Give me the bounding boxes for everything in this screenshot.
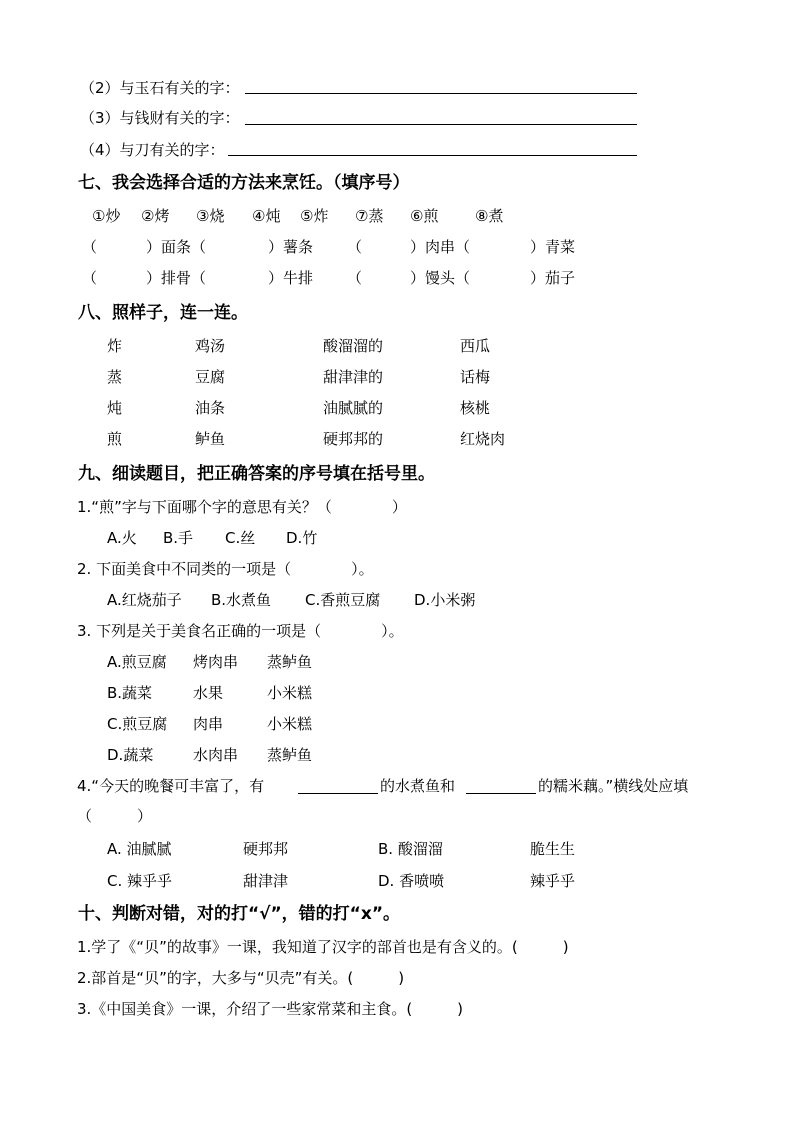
blank-open[interactable]: （ — [347, 238, 363, 256]
q3-option-a-item: 蒸鲈鱼 — [267, 653, 313, 671]
q4-option-c-word: 甜津津 — [243, 872, 289, 890]
section-7-heading: 七、我会选择合适的方法来烹饪。（填序号） — [78, 173, 410, 193]
match-item[interactable]: 西瓜 — [460, 337, 491, 355]
match-item[interactable]: 鲈鱼 — [195, 430, 226, 448]
question-4-part1: 4.“今天的晚餐可丰富了，有 — [77, 777, 265, 795]
question-2: 2. 下面美食中不同类的一项是（ ）。 — [77, 560, 374, 578]
q4-blank-1[interactable] — [298, 793, 378, 794]
q4-blank-2[interactable] — [466, 793, 536, 794]
q3-option-b-item: 小米糕 — [267, 684, 313, 702]
q3-option-d-item: 水肉串 — [193, 746, 239, 764]
q4-option-b[interactable]: B. 酸溜溜 — [378, 840, 443, 858]
q3-option-b-item: 水果 — [193, 684, 224, 702]
cooking-option: ⑥煎 — [410, 207, 439, 225]
question-4-part2: 的水煮鱼和 — [380, 777, 456, 795]
q3-option-d[interactable]: D.蔬菜 — [107, 746, 154, 764]
match-item[interactable]: 豆腐 — [195, 368, 226, 386]
q3-option-a-item: 烤肉串 — [193, 653, 239, 671]
blank-fries: ）薯条 — [268, 238, 314, 256]
judge-item-2[interactable]: 2.部首是“贝”的字，大多与“贝壳”有关。( ) — [77, 969, 405, 987]
cooking-option: ①炒 — [92, 207, 121, 225]
answer-line-money[interactable] — [245, 124, 637, 125]
q3-option-b[interactable]: B.蔬菜 — [107, 684, 153, 702]
blank-open[interactable]: （ — [347, 269, 363, 287]
blank-greens: ）青菜 — [530, 238, 576, 256]
question-3: 3. 下列是关于美食名正确的一项是（ ）。 — [77, 622, 404, 640]
q4-option-b-word: 脆生生 — [530, 840, 576, 858]
q3-option-d-item: 蒸鲈鱼 — [267, 746, 313, 764]
match-item[interactable]: 油腻腻的 — [323, 399, 384, 417]
match-item[interactable]: 甜津津的 — [323, 368, 384, 386]
cooking-option: ④炖 — [252, 207, 281, 225]
question-1: 1.“煎”字与下面哪个字的意思有关？（ ） — [77, 498, 407, 516]
q1-option[interactable]: B.手 — [163, 529, 194, 547]
q3-option-c-item: 小米糕 — [267, 715, 313, 733]
match-item[interactable]: 核桃 — [460, 399, 491, 417]
answer-line-knife[interactable] — [228, 155, 637, 156]
answer-line-jade[interactable] — [245, 93, 637, 94]
cooking-option: ⑧煮 — [475, 207, 504, 225]
match-item[interactable]: 炖 — [107, 399, 123, 417]
match-item[interactable]: 话梅 — [460, 368, 491, 386]
q4-option-d[interactable]: D. 香喷喷 — [378, 872, 445, 890]
q3-option-c-item: 肉串 — [193, 715, 224, 733]
q3-option-c[interactable]: C.煎豆腐 — [107, 715, 168, 733]
q2-option[interactable]: D.小米粥 — [414, 591, 476, 609]
match-item[interactable]: 红烧肉 — [460, 430, 506, 448]
q4-option-d-word: 辣乎乎 — [530, 872, 576, 890]
blank-kebab[interactable]: ）肉串（ — [410, 238, 471, 256]
blank-open[interactable]: （ — [82, 238, 98, 256]
match-item[interactable]: 煎 — [107, 430, 123, 448]
q1-option[interactable]: D.竹 — [286, 529, 318, 547]
match-item[interactable]: 油条 — [195, 399, 226, 417]
q4-option-c[interactable]: C. 辣乎乎 — [107, 872, 173, 890]
q4-answer-paren[interactable]: （ ） — [77, 807, 153, 825]
section-10-heading: 十、判断对错，对的打“√”，错的打“x”。 — [78, 904, 400, 924]
fill-line-label-money: （3）与钱财有关的字： — [80, 109, 240, 127]
match-item[interactable]: 酸溜溜的 — [323, 337, 384, 355]
q4-option-a-word: 硬邦邦 — [243, 840, 289, 858]
fill-line-label-knife: （4）与刀有关的字： — [80, 141, 225, 159]
q4-option-a[interactable]: A. 油腻腻 — [107, 840, 172, 858]
match-item[interactable]: 硬邦邦的 — [323, 430, 384, 448]
blank-ribs[interactable]: ）排骨（ — [146, 269, 207, 287]
question-4-part3: 的糯米藕。”横线处应填 — [538, 777, 689, 795]
match-item[interactable]: 鸡汤 — [195, 337, 226, 355]
section-9-heading: 九、细读题目，把正确答案的序号填在括号里。 — [78, 464, 435, 484]
q3-option-a[interactable]: A.煎豆腐 — [107, 653, 167, 671]
blank-steak: ）牛排 — [268, 269, 314, 287]
match-item[interactable]: 炸 — [107, 337, 123, 355]
blank-noodles[interactable]: ）面条（ — [146, 238, 207, 256]
blank-open[interactable]: （ — [82, 269, 98, 287]
cooking-option: ②烤 — [141, 207, 170, 225]
match-item[interactable]: 蒸 — [107, 368, 123, 386]
fill-line-label-jade: （2）与玉石有关的字： — [80, 79, 240, 97]
q2-option[interactable]: C.香煎豆腐 — [305, 591, 381, 609]
cooking-option: ③烧 — [196, 207, 225, 225]
blank-buns[interactable]: ）馒头（ — [410, 269, 471, 287]
q2-option[interactable]: A.红烧茄子 — [107, 591, 182, 609]
q2-option[interactable]: B.水煮鱼 — [211, 591, 272, 609]
cooking-option: ⑤炸 — [300, 207, 329, 225]
q1-option[interactable]: A.火 — [107, 529, 137, 547]
blank-eggplant: ）茄子 — [530, 269, 576, 287]
judge-item-3[interactable]: 3.《中国美食》一课，介绍了一些家常菜和主食。( ) — [77, 1000, 464, 1018]
cooking-option: ⑦蒸 — [355, 207, 384, 225]
q1-option[interactable]: C.丝 — [225, 529, 256, 547]
section-8-heading: 八、照样子，连一连。 — [78, 303, 248, 323]
judge-item-1[interactable]: 1.学了《“贝”的故事》一课，我知道了汉字的部首也是有含义的。( ) — [77, 938, 569, 956]
